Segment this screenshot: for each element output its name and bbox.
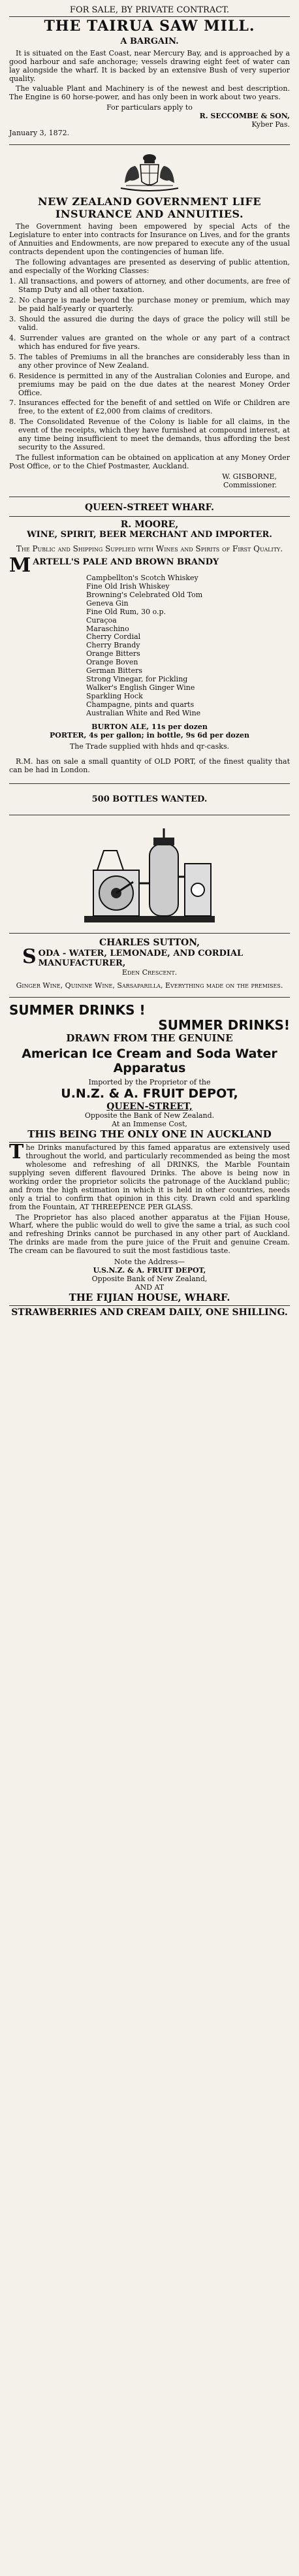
divider bbox=[9, 516, 290, 517]
list-item: 6. Residence is permitted in any of the Australian Colonies and Europe, and premiums may be paid on the due dates at the nearest Money Order Office. bbox=[9, 371, 290, 397]
ad-date: January 3, 1872. bbox=[9, 129, 70, 138]
depot-name: U.N.Z. & A. FRUIT DEPOT, bbox=[61, 1086, 238, 1101]
signature-name: W. GISBORNE, bbox=[222, 472, 277, 481]
trade-note: The Trade supplied with hhds and qr-casks. bbox=[69, 742, 230, 751]
ad-summer-drinks bbox=[9, 999, 290, 1323]
items-list bbox=[9, 574, 290, 718]
closing-line: STRAWBERRIES AND CREAM DAILY, ONE SHILLING. bbox=[11, 1307, 288, 1318]
list-item: Maraschino bbox=[86, 624, 129, 633]
advantages-list bbox=[9, 278, 290, 452]
list-item: Strong Vinegar, for Pickling bbox=[86, 675, 188, 684]
list-item: Australian White and Red Wine bbox=[86, 709, 201, 718]
ad-footer: The fullest information can be obtained on application at any Money Order Post Office, or to the Chief Postmaster, Auckland. bbox=[9, 453, 290, 471]
divider bbox=[9, 1305, 290, 1306]
ad-intro: The Government having been empowered by special Acts of the Legislature to enter into contracts for Insurance on Lives, and for the grants of Annuities and Endowments, are now prepared to execute any of the usual contracts dependent upon the contingencies of human life. bbox=[9, 222, 290, 256]
maker-trade: SODA - WATER, LEMONADE, AND CORDIAL MANUFACTURER, bbox=[22, 945, 244, 969]
list-item: 4. Surrender values are granted on the whole or any part of a contract which has endured for five years. bbox=[9, 333, 290, 351]
depot-street: QUEEN-STREET, bbox=[106, 1101, 193, 1112]
ad-charles-sutton bbox=[9, 817, 290, 996]
address-line: AND AT bbox=[134, 1283, 165, 1292]
imported-line: Imported by the Proprietor of the bbox=[88, 1077, 211, 1086]
list-item: Curaçoa bbox=[86, 615, 117, 625]
list-item: Fine Old Rum, 30 o.p. bbox=[86, 607, 166, 616]
porter-line: PORTER, 4s per gallon; in bottle, 9s 6d per dozen bbox=[49, 731, 250, 740]
agent-name: R. SECCOMBE & SON, bbox=[199, 112, 290, 121]
ad-paragraph: The valuable Plant and Machinery is of the newest and best description. The Engine is 60 horse-power, and has only been in work about two years. bbox=[9, 84, 290, 102]
ad-tairua-saw-mill bbox=[9, 1, 290, 143]
newspaper-column bbox=[9, 0, 290, 1323]
divider bbox=[9, 997, 290, 998]
list-item: 5. The tables of Premiums in all the branches are considerably less than in any other province of New Zealand. bbox=[9, 352, 290, 370]
ad-bottles-wanted bbox=[9, 785, 290, 813]
supply-line: The Public and Shipping Supplied with Wines and Spirits of First Quality. bbox=[16, 544, 283, 553]
agent-place: Kyber Pas. bbox=[251, 120, 290, 129]
list-item: 2. No charge is made beyond the purchase money or premium, which may be paid half-yearly or quarterly. bbox=[9, 295, 290, 313]
maker-name: CHARLES SUTTON, bbox=[99, 937, 200, 949]
ad-kicker: FOR SALE, BY PRIVATE CONTRACT. bbox=[69, 5, 230, 15]
merchant-trade: WINE, SPIRIT, BEER MERCHANT AND IMPORTER. bbox=[27, 530, 272, 540]
ad-paragraph: The Drinks manufactured by this famed apparatus are extensively used throughout the world, and particularly recommended as being the most wholesome and refreshing of all DRINKS, the Marble Fountain supplying seven different flavoured Drinks. The above is being now in working order the proprietor solicits the patronage of the Auckland public; and from the high estimation in which it is held in other countries, needs only a trial to confirm that opinion in this city. Drawn cold and sparkling from the Fountain, AT THREEPENCE PER GLASS. bbox=[9, 1140, 290, 1211]
list-item: German Bitters bbox=[86, 666, 142, 676]
old-port-note: R.M. has on sale a small quantity of OLD PORT, of the finest quality that can be had in London. bbox=[9, 757, 290, 775]
divider bbox=[9, 144, 290, 145]
list-item: 8. The Consolidated Revenue of the Colony is liable for all claims, in the event of the receipts, which they have furnished at compound interest, at any time being insufficient to meet the demands, thus affording the best security to the Assured. bbox=[9, 417, 290, 452]
list-item: Campbellton's Scotch Whiskey bbox=[86, 573, 198, 582]
list-item: 3. Should the assured die during the days of grace the policy will still be valid. bbox=[9, 314, 290, 332]
only-one-line: THIS BEING THE ONLY ONE IN AUCKLAND bbox=[27, 1128, 272, 1141]
divider bbox=[9, 1142, 290, 1143]
list-item: Cherry Brandy bbox=[86, 641, 140, 650]
divider bbox=[9, 16, 290, 17]
list-item: Orange Bitters bbox=[86, 649, 140, 659]
address-line: THE FIJIAN HOUSE, WHARF. bbox=[69, 1292, 230, 1304]
drawn-line: DRAWN FROM THE GENUINE bbox=[66, 1032, 233, 1045]
list-item: 7. Insurances effected for the benefit of and settled on Wife or Children are free, to the extent of £2,000 from claims of creditors. bbox=[9, 399, 290, 416]
signature-title: Commissioner. bbox=[223, 481, 277, 490]
ad-title: NEW ZEALAND GOVERNMENT LIFE INSURANCE AND ANNUITIES. bbox=[37, 195, 262, 220]
divider bbox=[9, 783, 290, 784]
list-item: Browning's Celebrated Old Tom bbox=[86, 590, 203, 599]
brandy-headline: MARTELL'S PALE AND BROWN BRANDY bbox=[9, 553, 219, 577]
address-line: Opposite Bank of New Zealand, bbox=[91, 1275, 208, 1284]
ad-title: THE TAIRUA SAW MILL. bbox=[44, 18, 255, 35]
ad-moore-wine-merchant bbox=[9, 498, 290, 782]
particulars-line: For particulars apply to bbox=[106, 103, 193, 112]
ad-government-insurance bbox=[9, 146, 290, 495]
list-item: Champagne, pints and quarts bbox=[86, 700, 195, 709]
list-item: Orange Boven bbox=[86, 658, 138, 667]
ad-advantages-intro: The following advantages are presented as deserving of public attention, and especially of the Working Classes: bbox=[9, 257, 290, 275]
address-note: Note the Address— bbox=[114, 1258, 185, 1267]
ad-paragraph: The Proprietor has also placed another apparatus at the Fijian House, Wharf, where the public would do well to give the same a trial, as such cool and refreshing Drinks cannot be purchased in any other part of Auckland. The drinks are made from the pure juice of the Fruit and genuine Cream. The cream can be flavoured to suit the most fastidious taste. bbox=[9, 1213, 290, 1256]
maker-place: Eden Crescent. bbox=[121, 968, 178, 977]
list-item: Cherry Cordial bbox=[86, 632, 141, 642]
depot-opposite: Opposite the Bank of New Zealand. bbox=[84, 1111, 215, 1120]
headline-2: SUMMER DRINKS! bbox=[158, 1017, 290, 1034]
burton-ale: BURTON ALE, 11s per dozen bbox=[91, 723, 208, 732]
address-line: U.S.N.Z. & A. FRUIT DEPOT, bbox=[93, 1266, 206, 1275]
ad-paragraph: It is situated on the East Coast, near Mercury Bay, and is approached by a good harbour and safe anchorage; vessels drawing eight feet of water can lay alongside the wharf. It is backed by an extensive Bush of very superior quality. bbox=[9, 48, 290, 83]
ad-title: QUEEN-STREET WHARF. bbox=[84, 502, 214, 514]
list-item: Geneva Gin bbox=[86, 598, 129, 608]
headline-1: SUMMER DRINKS ! bbox=[9, 1002, 146, 1019]
maker-products: Ginger Wine, Quinine Wine, Sarsaparilla, Everything made on the premises. bbox=[16, 981, 283, 990]
cost-line: At an Immense Cost, bbox=[112, 1120, 187, 1129]
product-title: American Ice Cream and Soda Water Apparatus bbox=[22, 1047, 277, 1075]
list-item: Fine Old Irish Whiskey bbox=[86, 581, 170, 591]
list-item: Walker's English Ginger Wine bbox=[86, 683, 195, 693]
ad-subtitle: A BARGAIN. bbox=[120, 37, 179, 47]
royal-coat-of-arms-icon bbox=[110, 153, 189, 193]
ad-title: 500 BOTTLES WANTED. bbox=[91, 794, 208, 804]
list-item: Sparkling Hock bbox=[86, 692, 143, 701]
merchant-name: R. MOORE, bbox=[120, 519, 179, 530]
soda-water-machine-icon bbox=[78, 824, 221, 929]
divider bbox=[9, 933, 290, 934]
list-item: 1. All transactions, and powers of attorney, and other documents, are free of Stamp Duty and all other taxation. bbox=[9, 276, 290, 294]
